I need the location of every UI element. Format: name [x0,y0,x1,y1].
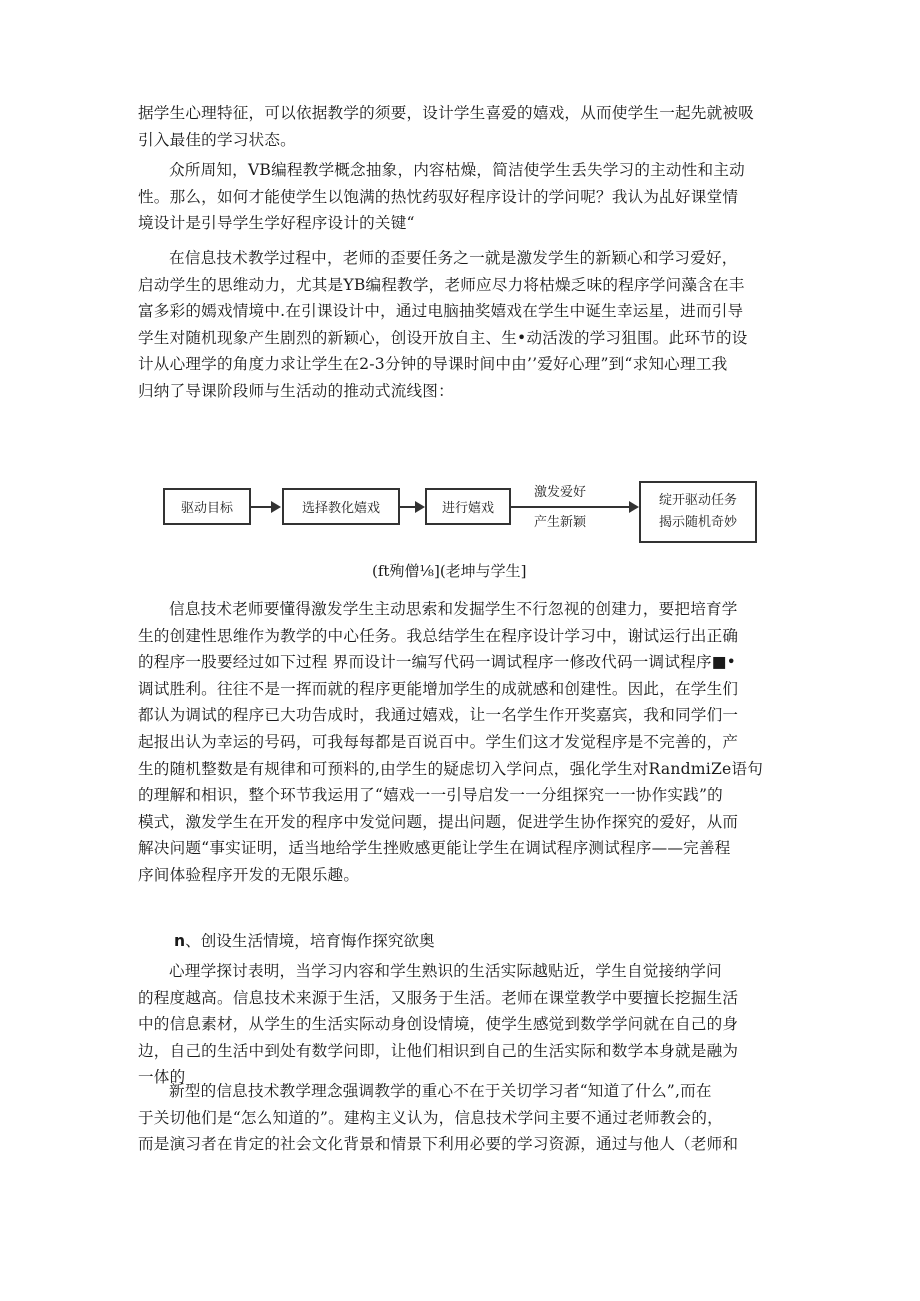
text-line: 新型的信息技术教学理念强调教学的重心不在于关切学习者“知道了什么”,而在 [169,1082,712,1100]
paragraph-1 [138,100,754,153]
text-line: 众所周知，VB编程教学概念抽象，内容枯燥，简洁使学生丢失学习的主动性和主动 [169,161,745,179]
paragraph-3 [138,245,748,405]
text-line: 据学生心理特征，可以依据教学的须要，设计学生喜爱的嬉戏，从而使学生一起先就被吸 [138,104,754,122]
flow-label-bottom: 产生新颖 [534,515,587,530]
text-line: 于关切他们是“怎么知道的”。建构主义认为，信息技术学问主要不通过老师教会的， [138,1108,723,1127]
text-line: 生的创建性思维作为教学的中心任务。我总结学生在程序设计学习中，谢试运行出正确 [138,626,739,645]
text-line: 起报出认为幸运的号码，可我每每都是百说百中。学生们这才发觉程序是不完善的，产 [138,732,739,751]
flow-arrow-line [511,506,631,508]
flow-box-unfold-task [639,481,757,543]
text-line: 性。那么，如何才能使学生以饱满的热忱药驭好程序设计的学问呢？我认为乩好课堂情 [138,187,739,206]
flow-box-play-game: 进行嬉戏 [425,488,511,525]
text-line: 在信息技术教学过程中，老师的歪要任务之一就是激发学生的新颖心和学习爱好， [169,249,738,267]
figure-caption: (ft殉僧⅛](老坤与学生] [372,562,527,580]
text-line: 一体的 [138,1068,186,1087]
text-line: 序间体验程序开发的无限乐趣。 [138,865,360,884]
section-title: 、创设生活情境，培育悔作探究欲奥 [185,932,435,950]
text-line: 解决问题“事实证明，适当地给学生挫败感更能让学生在调试程序测试程序——完善程 [138,839,731,858]
flow-arrow-head [271,501,281,513]
text-line: 的理解和相识，整个环节我运用了“嬉戏一一引导启发一一分组探究一一协作实践”的 [138,786,723,805]
text-line: 心理学探讨表明，当学习内容和学生熟识的生活实际越贴近，学生自觉接纳学问 [169,962,722,980]
text-line: 启动学生的思维动力，尤其是YB编程教学，老师应尽力将枯燥乏味的程序学问藻含在丰 [138,275,745,294]
flow-label-top: 激发爱好 [534,485,587,500]
text-line: 富多彩的嫣戏情境中.在引课设计中，通过电脑抽奖嬉戏在学生中诞生幸运星，进而引导 [138,302,744,321]
paragraph-2 [138,157,745,237]
text-line: 中的信息素材，从学生的生活实际动身创设情境，使学生感觉到数学学问就在自己的身 [138,1015,739,1034]
paragraph-6 [138,1078,738,1158]
text-line: 学生对随机现象产生剧烈的新颖心，创设开放自主、生•动活泼的学习狙围。此环节的设 [138,328,748,347]
text-line: 调试胜利。往往不是一挥而就的程序更能增加学生的成就感和创建性。因此，在学生们 [138,679,739,698]
text-line: 模式，激发学生在开发的程序中发觉问题，提出问题，促进学生协作探究的爱好，从而 [138,812,739,831]
text-line: 信息技术老师要懂得激发学生主动思索和发掘学生不行忽视的创建力，要把培育学 [169,600,738,618]
text-line: 归纳了导课阶段师与生活动的推动式流线图： [138,381,454,400]
section-number: n [174,932,186,950]
paragraph-4 [138,596,763,889]
text-line: 生的随机整数是有规律和可预料的,由学生的疑虑切入学问点，强化学生对RandmiZe语句 [138,759,764,778]
flow-arrow-line [251,506,273,508]
flow-arrow-head [415,501,425,513]
paragraph-5 [138,958,738,1091]
section-heading [174,929,435,951]
text-line: 而是演习者在肯定的社会文化背景和情景下利用必要的学习资源，通过与他人（老师和 [138,1135,739,1154]
text-line: 的程序一股要经过如下过程 界而设计一编写代码一调试程序一修改代码一调试程序■• [138,653,737,672]
flow-box-line: 揭示随机奇妙 [658,515,737,530]
text-line: 的程度越高。信息技术来源于生活，又服务于生活。老师在课堂教学中要擅长挖掘生活 [138,988,739,1007]
text-line: 计从心理学的角度力求让学生在2-3分钟的导课时间中由’’爱好心理”到“求知心理工我 [138,355,728,374]
text-line: 境设计是引导学生学好程序设计的关键“ [138,214,415,233]
text-line: 都认为调试的程序已大功告成时，我通过嬉戏，让一名学生作开奖嘉宾，我和同学们一 [138,706,739,725]
flow-box-drive-goal: 驱动目标 [163,488,251,525]
flow-box-line: 绽开驱动任务 [658,493,737,508]
text-line: 引入最佳的学习状态。 [138,130,296,149]
flowchart [157,478,763,548]
flow-arrow-head [629,501,639,513]
flow-box-choose-game: 选择教化嬉戏 [282,488,400,525]
text-line: 边，自己的生活中到处有数学问即，让他们相识到自己的生活实际和数学本身就是融为 [138,1041,739,1060]
